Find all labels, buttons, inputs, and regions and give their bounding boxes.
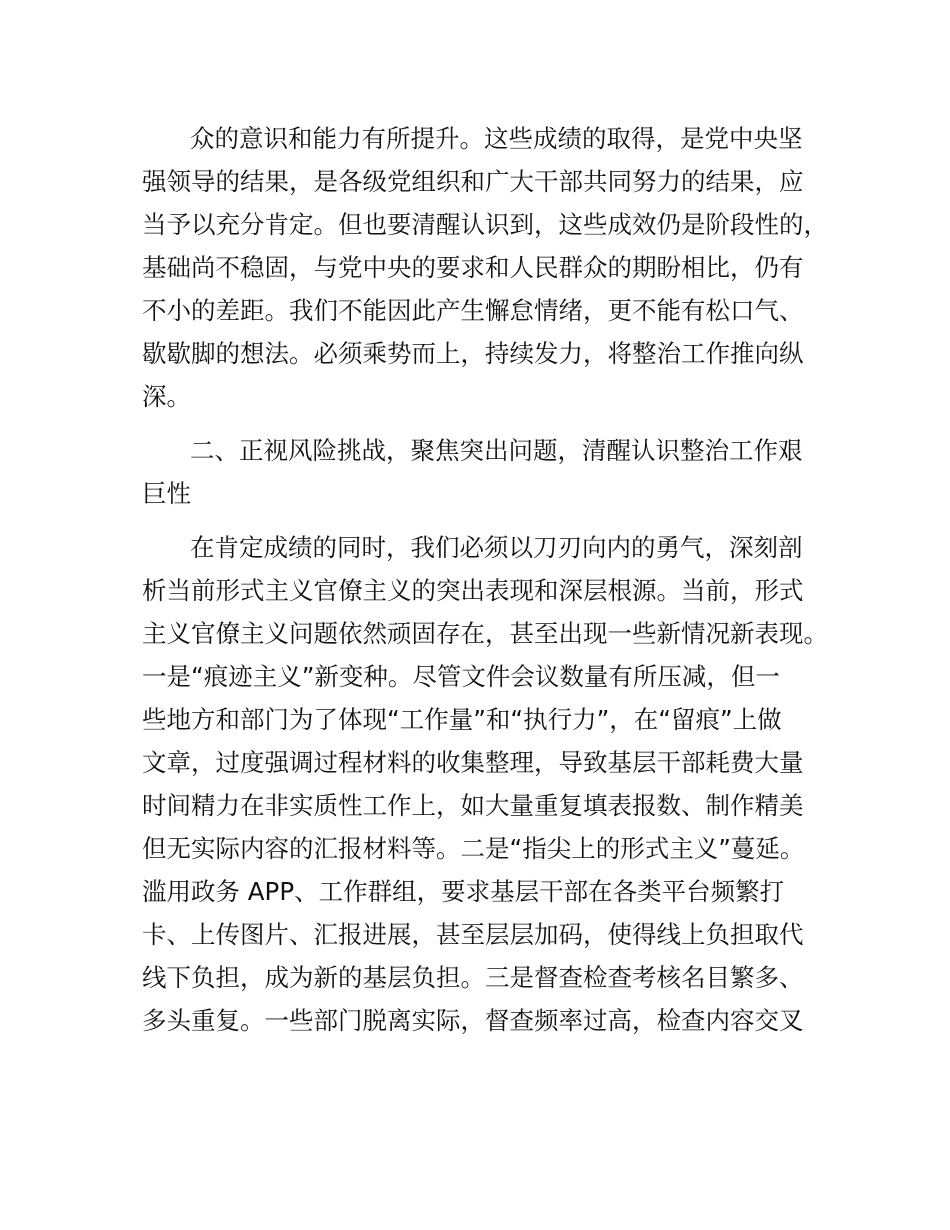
section-heading-line-2: 巨性 xyxy=(142,479,191,508)
body-paragraph-2-line-7: 时间精力在非实质性工作上，如大量重复填表报数、制作精美 xyxy=(142,791,804,820)
body-paragraph-2-line-3: 主义官僚主义问题依然顽固存在，甚至出现一些新情况新表现。 xyxy=(142,619,828,648)
body-paragraph-2-line-10: 卡、上传图片、汇报进展，甚至层层加码，使得线上负担取代 xyxy=(142,920,804,949)
body-paragraph-1-line-3: 当予以充分肯定。但也要清醒认识到，这些成效仍是阶段性的， xyxy=(142,210,828,239)
body-paragraph-2-line-9: 滥用政务 APP、工作群组，要求基层干部在各类平台频繁打 xyxy=(142,877,785,906)
body-paragraph-1-line-6: 歇歇脚的想法。必须乘势而上，持续发力，将整治工作推向纵 xyxy=(142,339,804,368)
body-paragraph-1-line-1: 众的意识和能力有所提升。这些成绩的取得，是党中央坚 xyxy=(190,124,803,153)
body-paragraph-2-line-6: 文章，过度强调过程材料的收集整理，导致基层干部耗费大量 xyxy=(142,748,804,777)
body-paragraph-2-line-5: 些地方和部门为了体现“工作量”和“执行力”，在“留痕”上做 xyxy=(142,705,782,734)
body-paragraph-2-line-4: 一是“痕迹主义”新变种。尽管文件会议数量有所压减，但一 xyxy=(142,662,780,691)
body-paragraph-2-line-11: 线下负担，成为新的基层负担。三是督查检查考核名目繁多、 xyxy=(142,963,804,992)
section-heading-line-1: 二、正视风险挑战，聚焦突出问题，清醒认识整治工作艰 xyxy=(190,436,803,465)
body-paragraph-2-line-12: 多头重复。一些部门脱离实际，督查频率过高，检查内容交叉 xyxy=(142,1006,804,1035)
body-paragraph-1-line-4: 基础尚不稳固，与党中央的要求和人民群众的期盼相比，仍有 xyxy=(142,253,804,282)
body-paragraph-2-line-2: 析当前形式主义官僚主义的突出表现和深层根源。当前，形式 xyxy=(142,576,804,605)
body-paragraph-1-line-5: 不小的差距。我们不能因此产生懈怠情绪，更不能有松口气、 xyxy=(142,296,804,325)
body-paragraph-1-line-7: 深。 xyxy=(142,382,191,411)
body-paragraph-2-line-1: 在肯定成绩的同时，我们必须以刀刃向内的勇气，深刻剖 xyxy=(190,533,803,562)
body-paragraph-2-line-8: 但无实际内容的汇报材料等。二是“指尖上的形式主义”蔓延。 xyxy=(142,834,805,863)
body-paragraph-1-line-2: 强领导的结果，是各级党组织和广大干部共同努力的结果，应 xyxy=(142,167,804,196)
